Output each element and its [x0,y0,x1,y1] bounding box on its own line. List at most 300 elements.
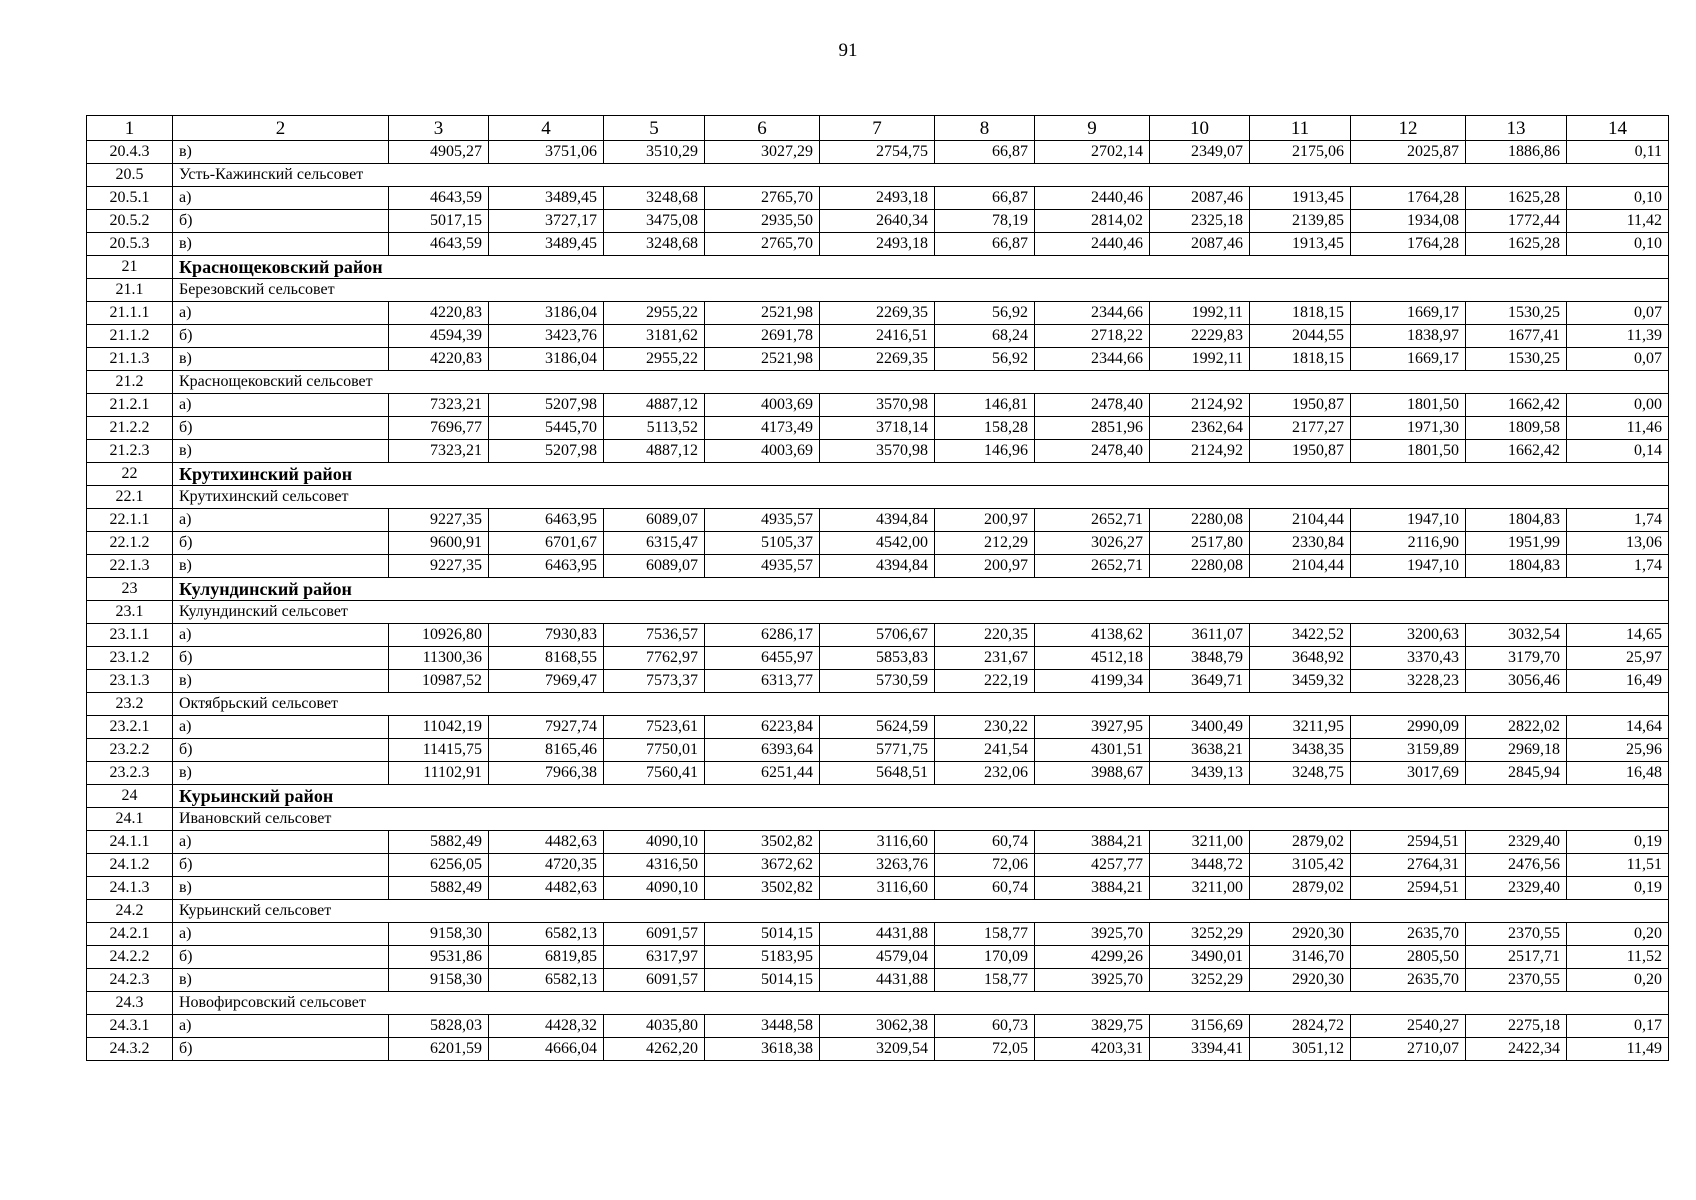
cell-col-9: 2440,46 [1035,233,1150,256]
cell-col-12: 1669,17 [1351,348,1466,371]
column-header-11: 11 [1250,116,1351,141]
cell-col-13: 1662,42 [1466,394,1567,417]
cell-col-14: 0,10 [1567,187,1669,210]
cell-col-4: 3727,17 [489,210,604,233]
cell-col-11: 2920,30 [1250,923,1351,946]
row-variant: а) [173,509,389,532]
row-code: 22.1.2 [87,532,173,555]
row-variant: в) [173,670,389,693]
cell-col-3: 9227,35 [389,555,489,578]
cell-col-11: 1818,15 [1250,302,1351,325]
cell-col-3: 6201,59 [389,1038,489,1061]
row-code: 20.4.3 [87,141,173,164]
table-row [87,417,1669,440]
row-variant: б) [173,532,389,555]
table-body [87,141,1669,1061]
cell-col-7: 4542,00 [820,532,935,555]
cell-col-10: 3252,29 [1150,969,1250,992]
table-row [87,923,1669,946]
cell-col-12: 2764,31 [1351,854,1466,877]
cell-col-4: 7930,83 [489,624,604,647]
table-row [87,831,1669,854]
council-row [87,279,1669,302]
cell-col-4: 6582,13 [489,923,604,946]
cell-col-4: 8168,55 [489,647,604,670]
row-code: 23 [87,578,173,601]
row-variant: б) [173,647,389,670]
cell-col-9: 2652,71 [1035,555,1150,578]
row-code: 21.2 [87,371,173,394]
cell-col-13: 2422,34 [1466,1038,1567,1061]
cell-col-3: 9158,30 [389,969,489,992]
cell-col-9: 2440,46 [1035,187,1150,210]
cell-col-14: 0,10 [1567,233,1669,256]
cell-col-8: 68,24 [935,325,1035,348]
cell-col-11: 2104,44 [1250,509,1351,532]
cell-col-8: 60,73 [935,1015,1035,1038]
row-code: 21.1.2 [87,325,173,348]
cell-col-6: 6455,97 [705,647,820,670]
cell-col-7: 3116,60 [820,831,935,854]
district-title: Краснощековский район [173,256,1669,279]
cell-col-11: 2824,72 [1250,1015,1351,1038]
cell-col-13: 3056,46 [1466,670,1567,693]
cell-col-11: 3248,75 [1250,762,1351,785]
column-header-6: 6 [705,116,820,141]
table-row [87,1038,1669,1061]
row-code: 24.2 [87,900,173,923]
cell-col-4: 3489,45 [489,187,604,210]
cell-col-11: 2177,27 [1250,417,1351,440]
cell-col-9: 4138,62 [1035,624,1150,647]
cell-col-6: 4935,57 [705,509,820,532]
cell-col-6: 2765,70 [705,187,820,210]
cell-col-14: 1,74 [1567,509,1669,532]
cell-col-11: 3051,12 [1250,1038,1351,1061]
cell-col-9: 4257,77 [1035,854,1150,877]
cell-col-10: 3848,79 [1150,647,1250,670]
cell-col-13: 2370,55 [1466,969,1567,992]
cell-col-14: 0,19 [1567,877,1669,900]
cell-col-11: 1950,87 [1250,394,1351,417]
cell-col-13: 1951,99 [1466,532,1567,555]
cell-col-11: 1913,45 [1250,187,1351,210]
row-variant: б) [173,210,389,233]
cell-col-14: 16,49 [1567,670,1669,693]
cell-col-5: 4035,80 [604,1015,705,1038]
table-row [87,624,1669,647]
cell-col-11: 3438,35 [1250,739,1351,762]
table-header [87,116,1669,141]
cell-col-13: 2275,18 [1466,1015,1567,1038]
district-row [87,256,1669,279]
cell-col-7: 5730,59 [820,670,935,693]
cell-col-6: 5183,95 [705,946,820,969]
cell-col-4: 6701,67 [489,532,604,555]
cell-col-14: 0,07 [1567,348,1669,371]
cell-col-4: 7966,38 [489,762,604,785]
row-variant: а) [173,923,389,946]
cell-col-4: 3423,76 [489,325,604,348]
row-code: 24.3.2 [87,1038,173,1061]
cell-col-11: 3105,42 [1250,854,1351,877]
cell-col-3: 9600,91 [389,532,489,555]
column-header-12: 12 [1351,116,1466,141]
cell-col-12: 1801,50 [1351,394,1466,417]
row-code: 22.1.3 [87,555,173,578]
council-row [87,486,1669,509]
cell-col-7: 3718,14 [820,417,935,440]
table-row [87,647,1669,670]
cell-col-14: 25,97 [1567,647,1669,670]
cell-col-13: 1625,28 [1466,187,1567,210]
cell-col-12: 1764,28 [1351,233,1466,256]
cell-col-11: 2104,44 [1250,555,1351,578]
cell-col-14: 16,48 [1567,762,1669,785]
cell-col-5: 7560,41 [604,762,705,785]
cell-col-13: 1662,42 [1466,440,1567,463]
column-header-7: 7 [820,116,935,141]
cell-col-13: 2370,55 [1466,923,1567,946]
cell-col-6: 6393,64 [705,739,820,762]
council-title: Усть-Кажинский сельсовет [173,164,1669,187]
cell-col-13: 3179,70 [1466,647,1567,670]
row-code: 21.2.2 [87,417,173,440]
cell-col-6: 3672,62 [705,854,820,877]
cell-col-14: 0,19 [1567,831,1669,854]
cell-col-11: 3459,32 [1250,670,1351,693]
cell-col-9: 3884,21 [1035,877,1150,900]
column-header-1: 1 [87,116,173,141]
cell-col-12: 2710,07 [1351,1038,1466,1061]
cell-col-11: 1818,15 [1250,348,1351,371]
row-code: 20.5.2 [87,210,173,233]
cell-col-12: 1934,08 [1351,210,1466,233]
cell-col-3: 5017,15 [389,210,489,233]
cell-col-9: 3925,70 [1035,969,1150,992]
row-variant: в) [173,348,389,371]
row-code: 24.1 [87,808,173,831]
cell-col-6: 6223,84 [705,716,820,739]
council-row [87,808,1669,831]
row-code: 21.1.1 [87,302,173,325]
cell-col-9: 4301,51 [1035,739,1150,762]
cell-col-7: 5706,67 [820,624,935,647]
cell-col-13: 1886,86 [1466,141,1567,164]
cell-col-7: 2269,35 [820,302,935,325]
cell-col-8: 231,67 [935,647,1035,670]
cell-col-11: 2920,30 [1250,969,1351,992]
cell-col-6: 5105,37 [705,532,820,555]
cell-col-3: 4594,39 [389,325,489,348]
cell-col-10: 3252,29 [1150,923,1250,946]
cell-col-7: 3570,98 [820,440,935,463]
cell-col-4: 6582,13 [489,969,604,992]
cell-col-12: 2990,09 [1351,716,1466,739]
row-variant: в) [173,762,389,785]
council-title: Крутихинский сельсовет [173,486,1669,509]
cell-col-13: 2329,40 [1466,877,1567,900]
cell-col-3: 7696,77 [389,417,489,440]
cell-col-12: 1947,10 [1351,555,1466,578]
row-code: 24.3 [87,992,173,1015]
cell-col-12: 2540,27 [1351,1015,1466,1038]
cell-col-10: 3611,07 [1150,624,1250,647]
cell-col-4: 5445,70 [489,417,604,440]
cell-col-7: 2416,51 [820,325,935,348]
row-code: 23.1.1 [87,624,173,647]
cell-col-5: 3181,62 [604,325,705,348]
cell-col-12: 1947,10 [1351,509,1466,532]
council-title: Кулундинский сельсовет [173,601,1669,624]
cell-col-9: 4512,18 [1035,647,1150,670]
cell-col-10: 3448,72 [1150,854,1250,877]
cell-col-3: 11042,19 [389,716,489,739]
council-row [87,164,1669,187]
council-row [87,371,1669,394]
cell-col-7: 5853,83 [820,647,935,670]
cell-col-5: 3475,08 [604,210,705,233]
cell-col-14: 11,52 [1567,946,1669,969]
row-code: 24.2.1 [87,923,173,946]
table-row [87,509,1669,532]
cell-col-6: 4173,49 [705,417,820,440]
cell-col-9: 4199,34 [1035,670,1150,693]
cell-col-4: 6463,95 [489,555,604,578]
row-code: 23.2.1 [87,716,173,739]
cell-col-13: 1804,83 [1466,555,1567,578]
cell-col-13: 1772,44 [1466,210,1567,233]
row-variant: а) [173,1015,389,1038]
cell-col-6: 3618,38 [705,1038,820,1061]
table-row [87,141,1669,164]
cell-col-3: 5828,03 [389,1015,489,1038]
column-header-2: 2 [173,116,389,141]
cell-col-11: 1913,45 [1250,233,1351,256]
cell-col-4: 5207,98 [489,394,604,417]
cell-col-14: 1,74 [1567,555,1669,578]
cell-col-4: 3186,04 [489,348,604,371]
column-header-8: 8 [935,116,1035,141]
cell-col-9: 3829,75 [1035,1015,1150,1038]
cell-col-8: 60,74 [935,877,1035,900]
cell-col-6: 4003,69 [705,394,820,417]
cell-col-14: 0,20 [1567,969,1669,992]
cell-col-10: 2124,92 [1150,394,1250,417]
cell-col-5: 4090,10 [604,831,705,854]
table-row [87,946,1669,969]
row-code: 24.3.1 [87,1015,173,1038]
cell-col-13: 2329,40 [1466,831,1567,854]
cell-col-5: 7762,97 [604,647,705,670]
cell-col-12: 3017,69 [1351,762,1466,785]
cell-col-8: 222,19 [935,670,1035,693]
cell-col-9: 3927,95 [1035,716,1150,739]
cell-col-10: 3211,00 [1150,831,1250,854]
cell-col-14: 11,51 [1567,854,1669,877]
cell-col-11: 2879,02 [1250,877,1351,900]
row-code: 20.5 [87,164,173,187]
cell-col-8: 60,74 [935,831,1035,854]
cell-col-6: 2935,50 [705,210,820,233]
cell-col-7: 5648,51 [820,762,935,785]
cell-col-4: 3489,45 [489,233,604,256]
cell-col-14: 11,46 [1567,417,1669,440]
cell-col-7: 4431,88 [820,969,935,992]
cell-col-10: 2349,07 [1150,141,1250,164]
cell-col-10: 2229,83 [1150,325,1250,348]
cell-col-7: 4579,04 [820,946,935,969]
cell-col-8: 200,97 [935,555,1035,578]
cell-col-8: 66,87 [935,141,1035,164]
cell-col-5: 2955,22 [604,302,705,325]
row-variant: а) [173,394,389,417]
cell-col-5: 5113,52 [604,417,705,440]
column-header-14: 14 [1567,116,1669,141]
cell-col-12: 1838,97 [1351,325,1466,348]
cell-col-5: 7536,57 [604,624,705,647]
cell-col-10: 2124,92 [1150,440,1250,463]
cell-col-12: 2635,70 [1351,969,1466,992]
row-variant: а) [173,716,389,739]
cell-col-3: 4220,83 [389,348,489,371]
cell-col-8: 146,96 [935,440,1035,463]
table-row [87,302,1669,325]
cell-col-14: 11,49 [1567,1038,1669,1061]
district-row [87,463,1669,486]
row-variant: б) [173,1038,389,1061]
cell-col-4: 3751,06 [489,141,604,164]
cell-col-5: 6315,47 [604,532,705,555]
row-code: 20.5.1 [87,187,173,210]
cell-col-3: 11102,91 [389,762,489,785]
cell-col-9: 2478,40 [1035,440,1150,463]
council-title: Ивановский сельсовет [173,808,1669,831]
cell-col-3: 4905,27 [389,141,489,164]
cell-col-11: 2330,84 [1250,532,1351,555]
cell-col-8: 72,06 [935,854,1035,877]
cell-col-8: 56,92 [935,302,1035,325]
cell-col-7: 3570,98 [820,394,935,417]
row-code: 23.2.3 [87,762,173,785]
cell-col-8: 66,87 [935,187,1035,210]
row-code: 24.2.3 [87,969,173,992]
cell-col-5: 2955,22 [604,348,705,371]
cell-col-14: 0,14 [1567,440,1669,463]
cell-col-10: 3638,21 [1150,739,1250,762]
row-variant: а) [173,302,389,325]
cell-col-5: 6317,97 [604,946,705,969]
row-code: 22.1 [87,486,173,509]
cell-col-3: 4643,59 [389,187,489,210]
cell-col-4: 4666,04 [489,1038,604,1061]
cell-col-5: 7750,01 [604,739,705,762]
cell-col-5: 4262,20 [604,1038,705,1061]
column-header-4: 4 [489,116,604,141]
district-title: Кулундинский район [173,578,1669,601]
cell-col-13: 3032,54 [1466,624,1567,647]
cell-col-9: 2478,40 [1035,394,1150,417]
cell-col-4: 4720,35 [489,854,604,877]
cell-col-6: 4003,69 [705,440,820,463]
cell-col-10: 1992,11 [1150,348,1250,371]
cell-col-9: 4299,26 [1035,946,1150,969]
cell-col-8: 230,22 [935,716,1035,739]
district-title: Крутихинский район [173,463,1669,486]
cell-col-10: 2362,64 [1150,417,1250,440]
table-row [87,854,1669,877]
row-variant: в) [173,555,389,578]
council-title: Березовский сельсовет [173,279,1669,302]
cell-col-11: 2044,55 [1250,325,1351,348]
cell-col-6: 3502,82 [705,877,820,900]
table-row [87,555,1669,578]
district-title: Курьинский район [173,785,1669,808]
cell-col-13: 1530,25 [1466,348,1567,371]
cell-col-12: 2594,51 [1351,877,1466,900]
table-row [87,440,1669,463]
cell-col-14: 0,07 [1567,302,1669,325]
row-code: 20.5.3 [87,233,173,256]
cell-col-9: 3026,27 [1035,532,1150,555]
row-variant: а) [173,187,389,210]
cell-col-4: 4428,32 [489,1015,604,1038]
column-header-3: 3 [389,116,489,141]
row-code: 23.2.2 [87,739,173,762]
cell-col-12: 2805,50 [1351,946,1466,969]
cell-col-13: 1530,25 [1466,302,1567,325]
cell-col-12: 2025,87 [1351,141,1466,164]
council-title: Новофирсовский сельсовет [173,992,1669,1015]
cell-col-11: 2175,06 [1250,141,1351,164]
cell-col-11: 3146,70 [1250,946,1351,969]
cell-col-7: 3062,38 [820,1015,935,1038]
cell-col-9: 2718,22 [1035,325,1150,348]
row-code: 22.1.1 [87,509,173,532]
cell-col-9: 3988,67 [1035,762,1150,785]
cell-col-9: 3884,21 [1035,831,1150,854]
cell-col-13: 1677,41 [1466,325,1567,348]
cell-col-4: 4482,63 [489,831,604,854]
cell-col-9: 3925,70 [1035,923,1150,946]
cell-col-8: 158,28 [935,417,1035,440]
cell-col-12: 1971,30 [1351,417,1466,440]
cell-col-8: 212,29 [935,532,1035,555]
cell-col-10: 3400,49 [1150,716,1250,739]
cell-col-7: 5624,59 [820,716,935,739]
row-variant: в) [173,440,389,463]
cell-col-6: 6286,17 [705,624,820,647]
district-row [87,578,1669,601]
row-code: 21.1.3 [87,348,173,371]
cell-col-4: 5207,98 [489,440,604,463]
cell-col-10: 2087,46 [1150,233,1250,256]
table-row [87,187,1669,210]
cell-col-3: 6256,05 [389,854,489,877]
council-row [87,601,1669,624]
cell-col-14: 14,64 [1567,716,1669,739]
cell-col-11: 3648,92 [1250,647,1351,670]
row-code: 24.1.1 [87,831,173,854]
cell-col-12: 3200,63 [1351,624,1466,647]
table-row [87,739,1669,762]
cell-col-7: 3263,76 [820,854,935,877]
cell-col-14: 0,20 [1567,923,1669,946]
column-header-5: 5 [604,116,705,141]
row-code: 23.1.3 [87,670,173,693]
cell-col-7: 4431,88 [820,923,935,946]
cell-col-7: 2754,75 [820,141,935,164]
